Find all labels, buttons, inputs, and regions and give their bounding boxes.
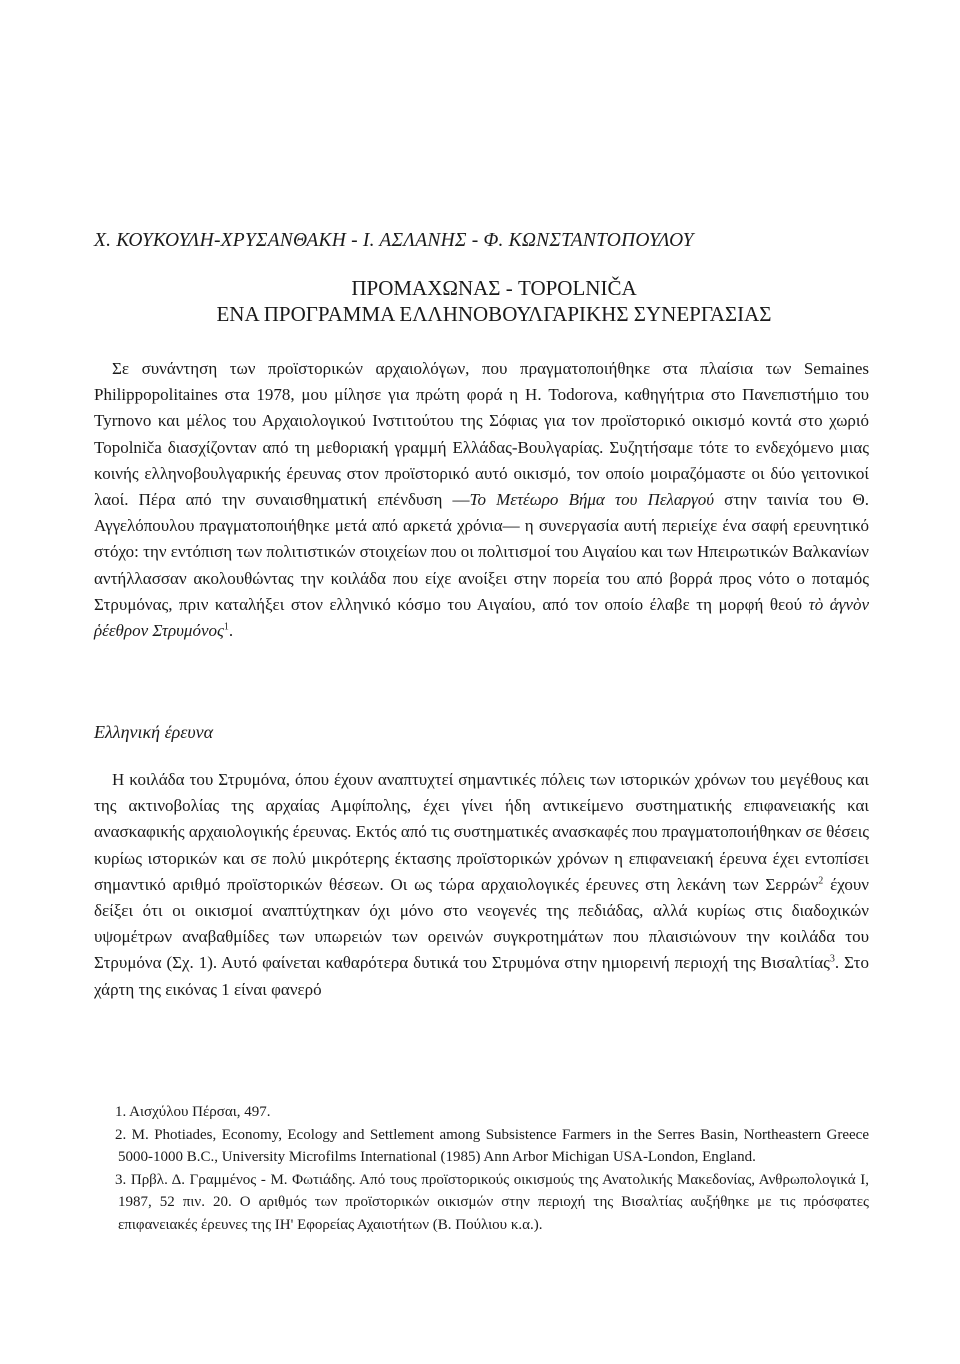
footnote-ref-2: 2	[818, 875, 824, 887]
section-heading: Ελληνική έρευνα	[94, 722, 214, 742]
footnote-2: 2. M. Photiades, Economy, Ecology and Settlement among Subsistence Farmers in the Serres Basin, Northeastern Greece 5000-1000 B.C., University Microfilms International (1985) Ann Arbor Michigan USA-London, England.	[115, 1126, 869, 1165]
film-title: Το Μετέωρο Βήμα του Πελαργού	[469, 490, 714, 510]
aeschylus-quote: τὸ ἁγνὸν ῥέεθρον Στρυμόνος	[94, 594, 869, 641]
intro-end: .	[228, 621, 234, 641]
footnotes	[94, 1101, 869, 1236]
section-text-c: . Στο χάρτη της εικόνας 1 είναι φανερό	[94, 953, 869, 999]
intro-text-a: Σε συνάντηση των προϊστορικών αρχαιολόγων, που πραγματοποιήθηκε στα πλαίσια των Semaines Philippopolitaines στα 1978, μου μίλησε για πρώτη φορά η Η. Todorova, καθηγήτρια στο Πανεπιστήμιο του Tyrnovo και μέλος του Αρχαιολογικού Ινστιτούτου της Σόφιας για τον προϊστορικό οικισμό κοντά στο χωριό Topolniča διασχίζονταν από τη μεθοριακή γραμμή Ελλάδας-Βουλγαρίας. Συζητήσαμε τότε το ενδεχόμενο μιας κοινής ελληνοβουλγαρικής έρευνας στον προϊστορικό αυτό οικισμό, τον οποίο μοιραζόμαστε οι δύο γειτονικοί λαοί. Πέρα από την συναισθηματική επένδυση —	[94, 359, 869, 510]
footnote-1: 1. Αισχύλου Πέρσαι, 497.	[115, 1104, 271, 1120]
title-line-1: ΠΡΟΜΑΧΩΝΑΣ - TOPOLNIČA	[351, 276, 637, 300]
section-text-a: Η κοιλάδα του Στρυμόνα, όπου έχουν αναπτυχτεί σημαντικές πόλεις των ιστορικών χρόνων του μεγέθους και της ακτινοβολίας της αρχαίας Αμφίπολης, έχει γίνει ήδη αντικείμενο συστηματικής επιφανειακής και ανασκαφικής αρχαιολογικής έρευνας. Εκτός από τις συστηματικές ανασκαφές που πραγματοποιήθηκαν σε θέσεις κυρίως ιστορικών και σε πολύ μικρότερης έκτασης προϊστορικών χρόνων η επιφανειακή έρευνα έχει εντοπίσει σημαντικό αριθμό προϊστορικών θέσεων. Οι ως τώρα αρχαιολογικές έρευνες στη λεκάνη των Σερρών	[94, 770, 869, 894]
intro-paragraph	[94, 356, 869, 644]
section-paragraph	[94, 767, 869, 1003]
footnote-ref-3: 3	[829, 953, 835, 965]
author-line: Χ. ΚΟΥΚΟΥΛΗ-ΧΡΥΣΑΝΘΑΚΗ - Ι. ΑΣΛΑΝΗΣ - Φ. ΚΩΝΣΤΑΝΤΟΠΟΥΛΟΥ	[94, 230, 694, 251]
title-line-2: ΕΝΑ ΠΡΟΓΡΑΜΜΑ ΕΛΛΗΝΟΒΟΥΛΓΑΡΙΚΗΣ ΣΥΝΕΡΓΑΣΙΑΣ	[216, 302, 772, 326]
intro-text-b: στην ταινία του Θ. Αγγελόπουλου πραγματοποιήθηκε μετά από αρκετά χρόνια— η συνεργασία αυτή περιείχε ένα σαφή ερευνητικό στόχο: την εντόπιση των πολιτιστικών στοιχείων που οι πολιτισμοί του Αιγαίου και των Ηπειρωτικών Βαλκανίων αντήλλασσαν ακολουθώντας την κοιλάδα που είχε ανοίξει στην πορεία του από βορρά προς νότο ο ποταμός Στρυμόνας, πριν καταλήξει στον ελληνικό κόσμο του Αιγαίου, από τον οποίο έλαβε τη μορφή θεού	[94, 490, 869, 614]
footnote-3: 3. Πρβλ. Δ. Γραμμένος - Μ. Φωτιάδης. Από τους προϊστορικούς οικισμούς της Ανατολικής Μακεδονίας, Ανθρωπολογικά Ι, 1987, 52 πιν. 20. Ο αριθμός των προϊστορικών οικισμών στην περιοχή της Βισαλτίας αυξήθηκε με τις πρόσφατες επιφανειακές έρευνες της ΙΗ' Εφορείας Αχαιοτήτων (Β. Πούλιου κ.α.).	[115, 1171, 869, 1233]
section-text-b: έχουν δείξει ότι οι οικισμοί αναπτύχτηκαν όχι μόνο στο νεογενές της πεδιάδας, αλλά κυρίως στις διαδοχικών υψομέτρων αναβαθμίδες των υπωρειών των ορεινών συγκροτημάτων που πλαισιώνουν την κοιλάδα του Στρυμόνα (Σχ. 1). Αυτό φαίνεται καθαρότερα δυτικά του Στρυμόνα στην ημιορεινή περιοχή της Βισαλτίας	[94, 874, 869, 973]
footnote-ref-1: 1	[223, 621, 229, 633]
